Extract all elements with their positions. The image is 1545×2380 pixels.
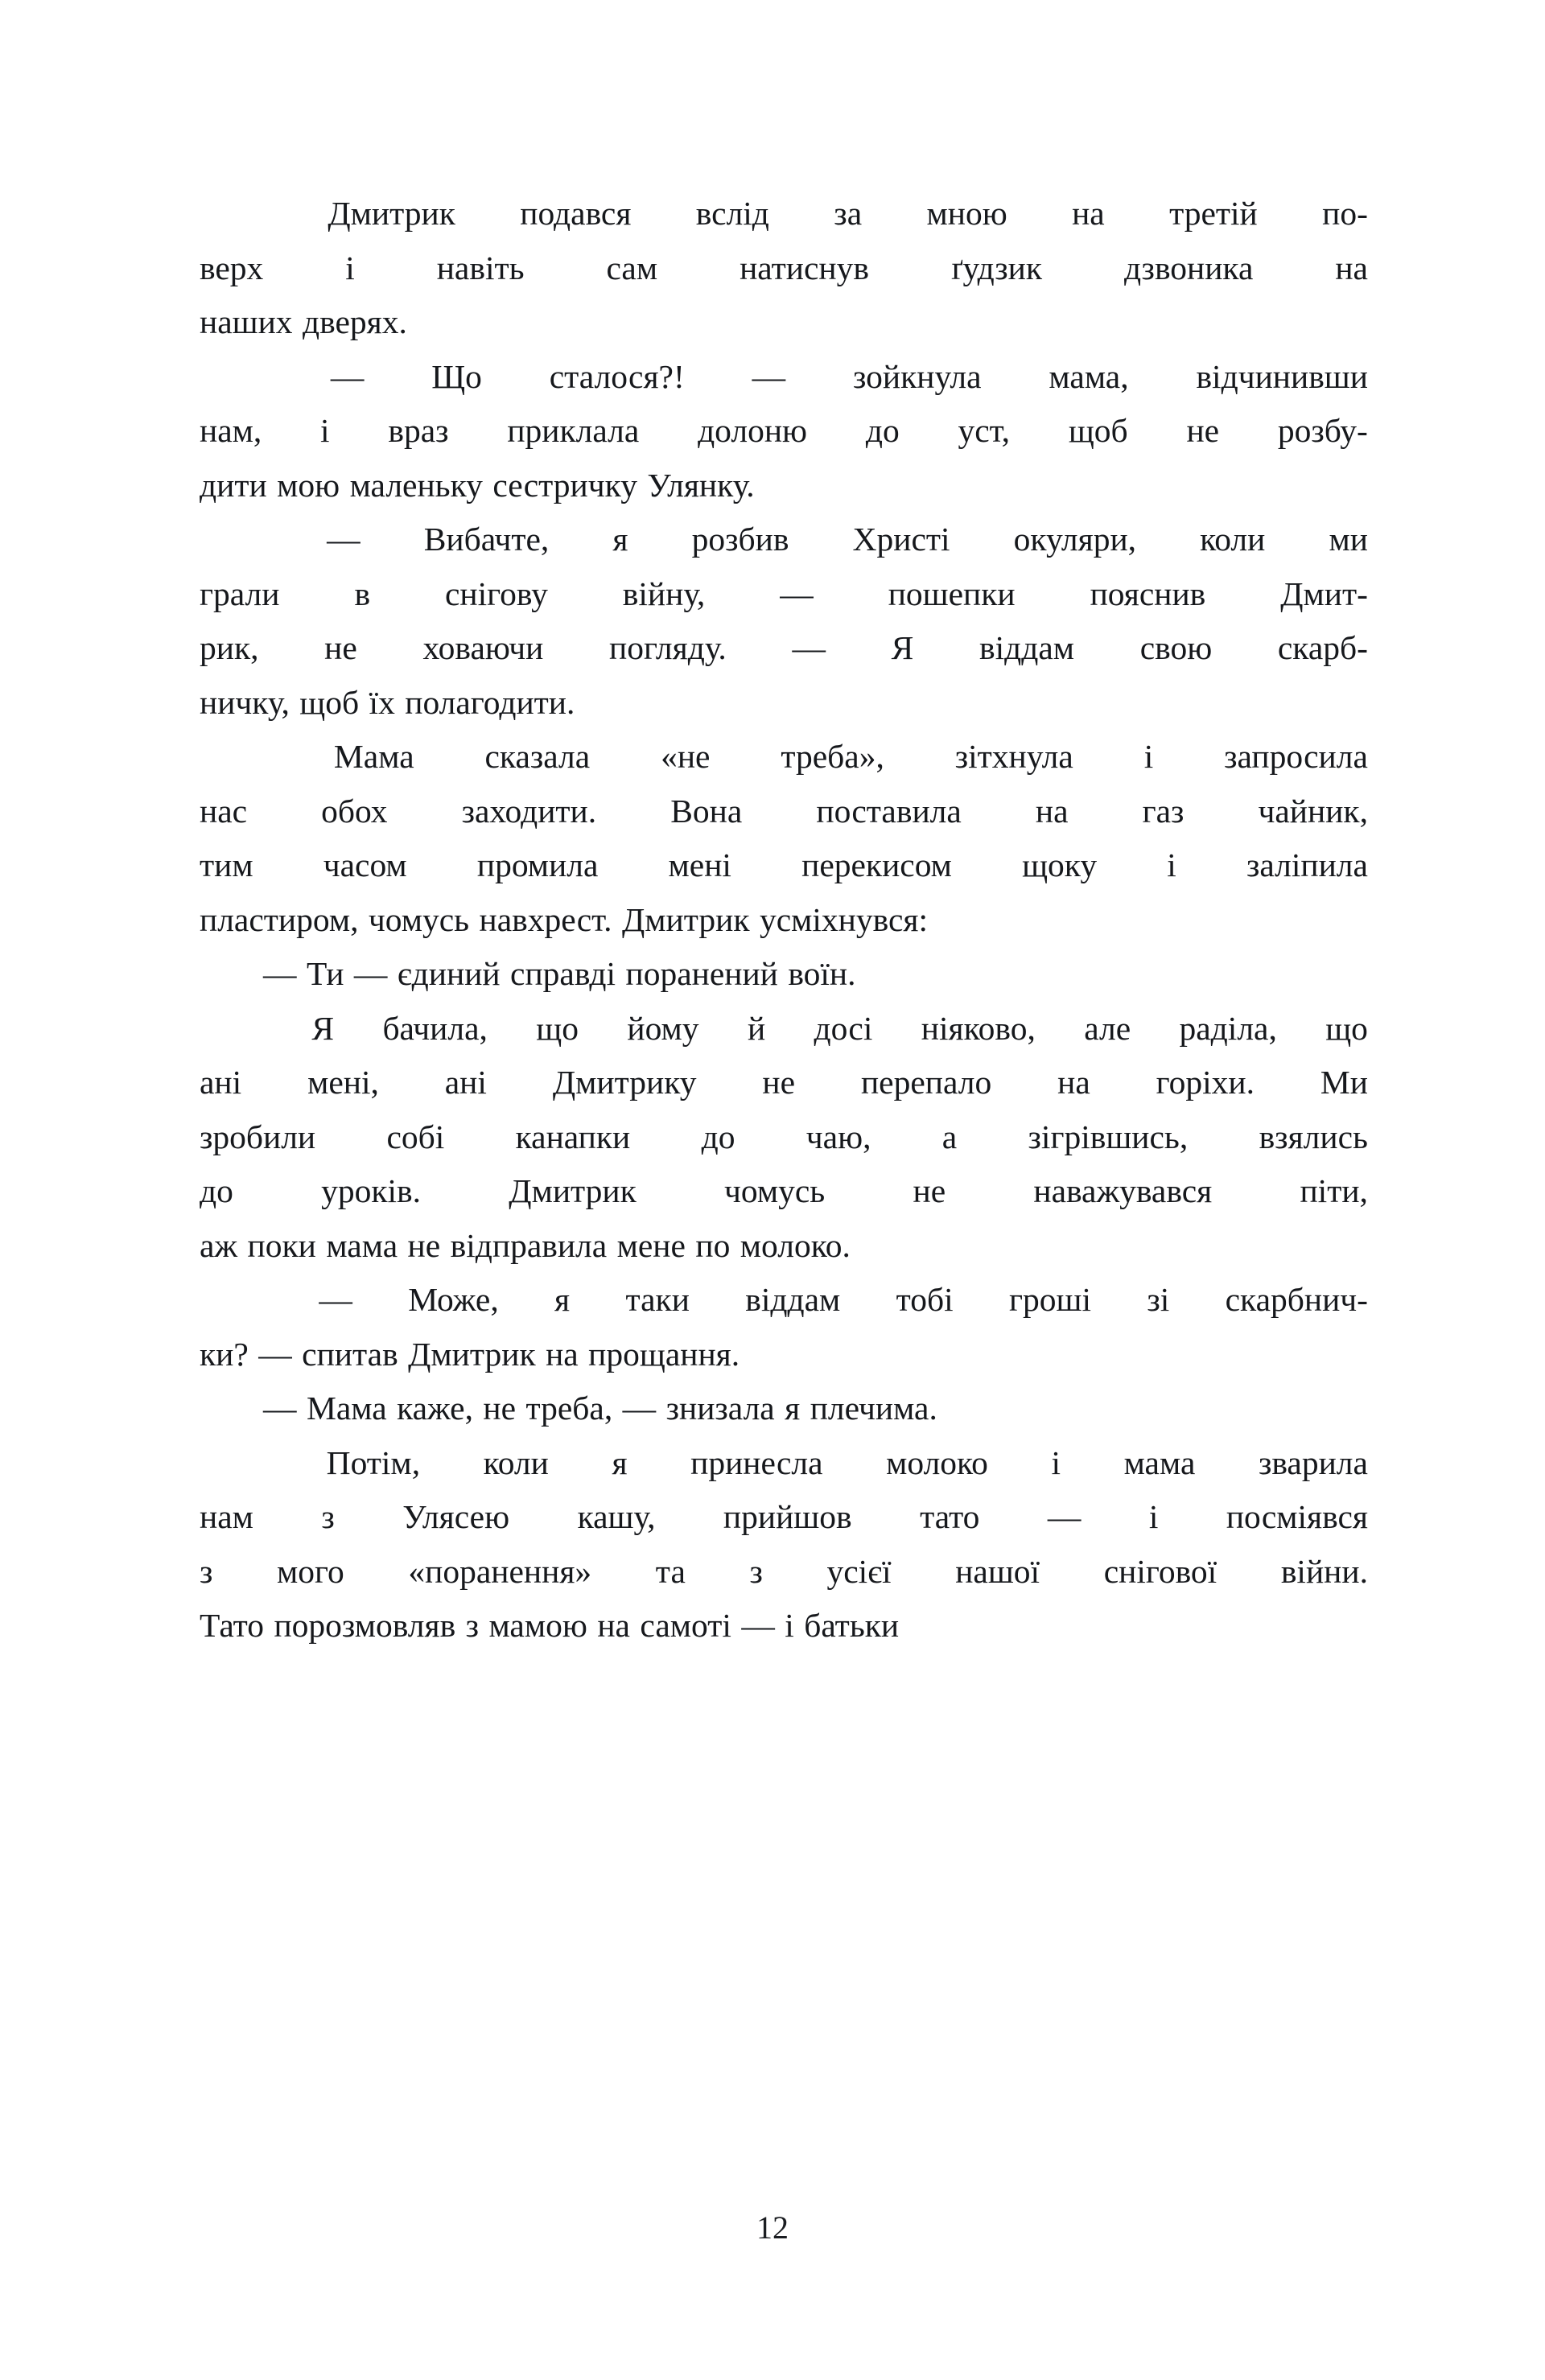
word: «не [661,738,711,775]
word: долоню [698,412,808,449]
word: поки [247,1226,316,1264]
word: на [1057,1064,1090,1101]
word: щоб [299,683,360,721]
word: гроші [1008,1281,1091,1318]
word: по [695,1226,731,1264]
word: розбив [691,521,789,558]
text-line [200,1002,1368,1056]
word: піти, [1300,1172,1368,1209]
word: треба, [525,1390,613,1427]
word: на [1035,792,1069,830]
word: а [941,1118,958,1155]
word: ані [444,1064,487,1101]
word: Дмит- [1280,574,1368,612]
word: ніяково, [921,1009,1036,1047]
word: сказала [484,738,591,775]
text-line [200,404,1368,459]
word: натиснув [740,249,869,286]
word: погляду. [609,629,727,666]
word: Я [311,1009,335,1047]
word: і [1148,1498,1159,1535]
text-line [200,893,1368,948]
word: за [834,195,863,232]
word: Ми [1320,1064,1368,1101]
word: скарб- [1277,629,1368,666]
word: я [785,1390,801,1427]
word: — [330,357,365,395]
word: спитав [302,1335,398,1373]
word: треба», [781,738,884,775]
word: їх [369,683,395,721]
word: відправила [450,1226,608,1264]
paragraph-indent [200,350,263,405]
word: тобі [896,1281,954,1318]
word: навхрест. [479,900,612,938]
word: воїн. [788,955,856,992]
word: прощання. [588,1335,740,1373]
word: ми [1329,521,1368,558]
word: усієї [826,1552,892,1590]
word: поранений [625,955,778,992]
word: не [407,1226,441,1264]
word: не [324,629,357,666]
word: на [1072,195,1105,232]
word: перекисом [801,846,952,883]
word: мамою [488,1607,587,1644]
text-line [200,459,1368,513]
word: не [762,1064,796,1101]
word: пошепки [888,574,1016,612]
word: окуляри, [1013,521,1137,558]
word: й [747,1009,766,1047]
word: Дмитрик [509,1172,637,1209]
word: рик, [200,629,259,666]
word: з [465,1607,480,1644]
word: зітхнула [954,738,1073,775]
word: мене [616,1226,686,1264]
word: і [1051,1443,1061,1481]
word: усміхнувся: [759,900,929,938]
word: Дмитрик [408,1335,536,1373]
word: мама, [1049,357,1129,395]
text-line [200,1328,1368,1382]
word: канапки [515,1118,631,1155]
word: батьки [804,1607,900,1644]
word: — [741,1607,775,1644]
text-line [200,838,1368,893]
paragraph-indent [200,187,263,241]
word: заліпила [1246,846,1368,883]
word: зробили [200,1118,316,1155]
word: на [546,1335,579,1373]
word: верх [200,249,264,286]
word: що [1325,1009,1368,1047]
word: Ти [306,955,344,992]
text-line [200,1599,1368,1653]
text-line [200,567,1368,622]
word: сталося?! [549,357,685,395]
word: на [1335,249,1368,286]
word: але [1084,1009,1131,1047]
paragraph [200,947,1368,1002]
word: наших [200,303,293,340]
word: ґудзик [950,249,1042,286]
word: чайник, [1258,792,1368,830]
word: до [200,1172,233,1209]
word: і [320,412,330,449]
paragraph [200,1273,1368,1381]
word: не [483,1390,517,1427]
word: розбу- [1277,412,1368,449]
word: Може, [408,1281,499,1318]
word: мама [326,1226,398,1264]
word: дверях. [302,303,407,340]
word: зварила [1258,1443,1368,1481]
word: чомусь [724,1172,826,1209]
word: ничку, [200,683,290,721]
word: полагодити. [405,683,575,721]
word: плечима. [810,1390,937,1427]
word: і [345,249,355,286]
text-line [200,784,1368,839]
word: сам [606,249,658,286]
word: прийшов [723,1498,852,1535]
word: щоб [1068,412,1128,449]
word: не [1186,412,1220,449]
word: єдиний [397,955,501,992]
page-text-block [200,187,1368,1653]
word: пластиром, [200,900,359,938]
word: з [321,1498,335,1535]
word: зігрівшись, [1028,1118,1189,1155]
word: подався [520,195,632,232]
text-line [200,1490,1368,1545]
word: мною [926,195,1007,232]
text-line [200,1164,1368,1219]
word: я [612,521,628,558]
word: — [752,357,786,395]
paragraph-indent [200,1436,263,1491]
word: Дмитрик [621,900,750,938]
word: нам [200,1498,253,1535]
word: третій [1169,195,1258,232]
word: принесла [690,1443,823,1481]
word: Мама [306,1390,387,1427]
word: коли [1200,521,1266,558]
paragraph [200,1436,1368,1653]
word: з [200,1552,213,1590]
word: знизала [665,1390,775,1427]
word: порозмовляв [274,1607,456,1644]
word: запросила [1224,738,1368,775]
word: нас [200,792,248,830]
word: війни. [1280,1552,1368,1590]
word: самоті [640,1607,731,1644]
word: мого [277,1552,344,1590]
word: — [263,955,297,992]
text-line [200,1219,1368,1274]
word: нам, [200,412,262,449]
word: по- [1322,195,1368,232]
word: дзвоника [1123,249,1254,286]
paragraph [200,513,1368,730]
word: Мама [333,738,414,775]
word: грали [200,574,280,612]
word: і [1143,738,1154,775]
word: нашої [955,1552,1040,1590]
word: — [353,955,388,992]
word: зойкнула [853,357,982,395]
word: — [263,1390,297,1427]
word: пояснив [1090,574,1206,612]
word: Я [891,629,914,666]
word: молоко. [740,1226,851,1264]
word: я [554,1281,571,1318]
text-line [200,1110,1368,1165]
paragraph-indent [200,1273,263,1328]
word: Тато [200,1607,265,1644]
word: свою [1139,629,1213,666]
word: Улясею [402,1498,510,1535]
word: з [749,1552,763,1590]
word: Христі [852,521,950,558]
word: в [354,574,371,612]
text-line [200,947,1368,1002]
word: Дмитрик [328,195,455,232]
word: — [622,1390,657,1427]
word: молоко [886,1443,988,1481]
word: уст, [958,412,1011,449]
paragraph-indent [200,1002,263,1056]
word: мені, [307,1064,379,1101]
word: — [258,1335,292,1373]
word: собі [386,1118,445,1155]
text-line [200,241,1368,296]
word: тато [920,1498,980,1535]
word: горіхи. [1156,1064,1255,1101]
word: раділа, [1179,1009,1277,1047]
word: снігової [1103,1552,1217,1590]
paragraph [200,187,1368,350]
word: коли [483,1443,549,1481]
page-number: 12 [756,2209,789,2246]
paragraph [200,350,1368,513]
word: взялись [1259,1118,1368,1155]
text-line [200,730,1368,784]
word: бачила, [382,1009,488,1047]
word: газ [1142,792,1184,830]
word: ки? [200,1335,249,1373]
word: що [536,1009,579,1047]
word: та [655,1552,686,1590]
word: сестричку [492,466,637,504]
word: поставила [816,792,962,830]
word: маленьку [349,466,483,504]
word: і [785,1607,794,1644]
paragraph-indent [200,1381,263,1436]
word: йому [627,1009,699,1047]
word: обох [321,792,388,830]
word: посміявся [1226,1498,1368,1535]
word: справді [510,955,616,992]
word: — [1047,1498,1082,1535]
word: чаю, [805,1118,871,1155]
word: дити [200,466,267,504]
word: навіть [436,249,525,286]
word: тим [200,846,253,883]
word: заходити. [461,792,597,830]
word: Улянку. [647,466,755,504]
word: віддам [979,629,1075,666]
word: наважувався [1033,1172,1213,1209]
word: таки [625,1281,690,1318]
word: і [1167,846,1176,883]
text-line [200,1545,1368,1600]
word: я [612,1443,628,1481]
paragraph [200,730,1368,947]
paragraph-indent [200,947,263,1002]
word: війну, [622,574,706,612]
text-line [200,295,1368,350]
word: — [780,574,814,612]
paragraph-indent [200,513,263,567]
word: мені [668,846,731,883]
word: уроків. [321,1172,422,1209]
word: Вона [670,792,743,830]
word: мою [277,466,340,504]
word: «поранення» [408,1552,592,1590]
word: Що [431,357,482,395]
word: каже, [397,1390,473,1427]
word: — [327,521,360,558]
paragraph-indent [200,730,263,784]
text-line [200,1273,1368,1328]
text-line [200,621,1368,676]
text-line [200,1056,1368,1110]
word: до [701,1118,735,1155]
word: приклала [507,412,640,449]
word: промила [476,846,599,883]
word: до [865,412,900,449]
word: щоку [1022,846,1098,883]
word: чомусь [368,900,470,938]
word: не [913,1172,946,1209]
word: мама [1123,1443,1196,1481]
word: Дмитрику [552,1064,697,1101]
text-line [200,676,1368,731]
word: перепало [860,1064,992,1101]
word: часом [323,846,407,883]
word: — [792,629,826,666]
text-line [200,1381,1368,1436]
word: аж [200,1226,238,1264]
paragraph [200,1381,1368,1436]
word: досі [814,1009,873,1047]
text-line [200,187,1368,241]
paragraph [200,1002,1368,1274]
word: зі [1147,1281,1170,1318]
word: вслід [695,195,769,232]
word: Потім, [326,1443,421,1481]
word: ані [200,1064,242,1101]
word: ховаючи [422,629,544,666]
word: на [597,1607,630,1644]
word: враз [388,412,449,449]
word: кашу, [577,1498,656,1535]
text-line [200,1436,1368,1491]
word: скарбнич- [1225,1281,1368,1318]
text-line [200,513,1368,567]
word: снігову [445,574,548,612]
text-line [200,350,1368,405]
word: — [319,1281,352,1318]
word: віддам [745,1281,841,1318]
word: відчинивши [1196,357,1368,395]
word: Вибачте, [423,521,550,558]
